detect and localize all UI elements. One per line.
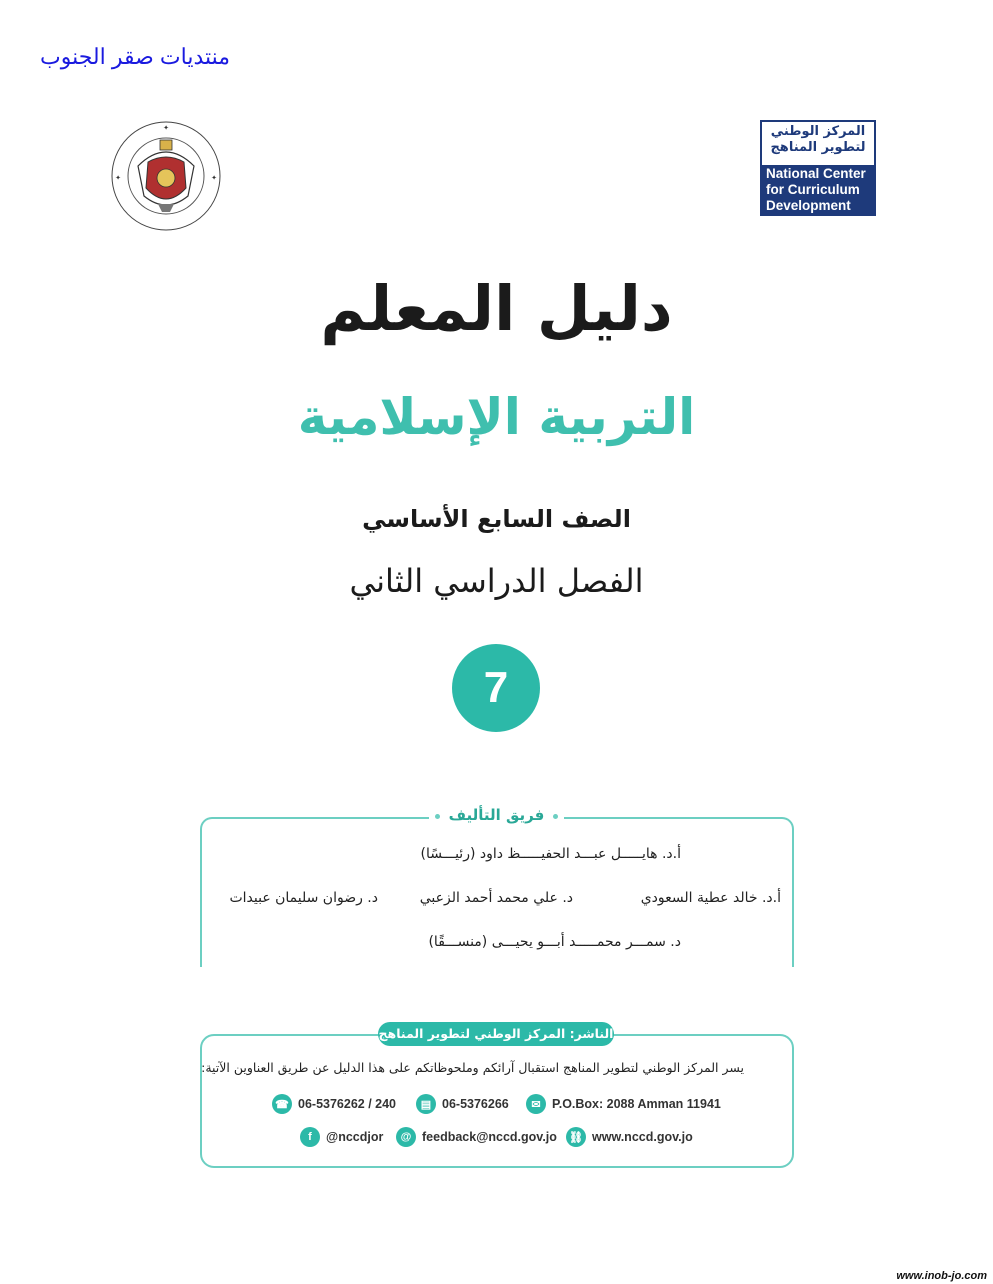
- grade-number-badge: 7: [452, 644, 540, 732]
- nccd-logo: [760, 120, 876, 216]
- fax-number: 06-5376266: [442, 1097, 509, 1111]
- author-coordinator: د. سمـــر محمـــــد أبـــو يحيـــى (منســـقًا): [428, 934, 681, 950]
- svg-text:✦: ✦: [115, 174, 121, 182]
- contact-website[interactable]: [566, 1127, 693, 1147]
- publisher-note: يسر المركز الوطني لتطوير المناهج استقبال آرائكم وملحوظاتكم على هذا الدليل عن طريق العناوين الآتية:: [201, 1060, 744, 1075]
- contact-fax: [416, 1094, 509, 1114]
- pobox-address: P.O.Box: 2088 Amman 11941: [552, 1097, 721, 1111]
- author-item: د. علي محمد أحمد الزعبي: [419, 890, 573, 906]
- publisher-tag: الناشر: المركز الوطني لتطوير المناهج: [378, 1022, 614, 1046]
- website-url[interactable]: www.nccd.gov.jo: [592, 1130, 693, 1144]
- contact-email[interactable]: [396, 1127, 557, 1147]
- grade-level: الصف السابع الأساسي: [362, 505, 631, 533]
- subject-title: التربية الإسلامية: [297, 388, 696, 446]
- logo-english-line1: National Center: [766, 166, 866, 181]
- link-icon: ⛓: [566, 1127, 586, 1147]
- author-item: أ.د. خالد عطية السعودي: [640, 890, 781, 906]
- facebook-icon: f: [300, 1127, 320, 1147]
- team-heading-label: فريق التأليف: [429, 806, 565, 824]
- svg-text:✦: ✦: [163, 124, 169, 132]
- logo-english-line2: for Curriculum: [766, 182, 860, 197]
- author-item: د. رضوان سليمان عبيدات: [229, 890, 378, 906]
- phone-icon: ☎: [272, 1094, 292, 1114]
- author-lead: أ.د. هايـــــل عبـــد الحفيـــــظ داود (رئيـــسًا): [420, 846, 681, 862]
- logo-english-line3: Development: [766, 198, 851, 213]
- svg-text:✦: ✦: [211, 174, 217, 182]
- contact-pobox: [526, 1094, 721, 1114]
- logo-arabic-line2: لتطوير المناهج: [770, 140, 866, 155]
- email-address[interactable]: feedback@nccd.gov.jo: [422, 1130, 557, 1144]
- semester-label: الفصل الدراسي الثاني: [349, 562, 644, 600]
- fax-icon: ▤: [416, 1094, 436, 1114]
- footer-site-url[interactable]: www.inob-jo.com: [896, 1270, 987, 1282]
- ministry-seal-emblem: [108, 118, 224, 234]
- forum-watermark: منتديات صقر الجنوب: [40, 44, 231, 69]
- logo-arabic-line1: المركز الوطني: [770, 124, 866, 139]
- authoring-team-heading: [0, 805, 993, 824]
- contact-social[interactable]: [300, 1127, 383, 1147]
- social-handle[interactable]: @nccdjor: [326, 1130, 384, 1144]
- page-title: دليل المعلم: [320, 272, 673, 345]
- contact-phone: [272, 1094, 396, 1114]
- at-sign-icon: @: [396, 1127, 416, 1147]
- phone-number: 06-5376262 / 240: [298, 1097, 397, 1111]
- mail-icon: ✉: [526, 1094, 546, 1114]
